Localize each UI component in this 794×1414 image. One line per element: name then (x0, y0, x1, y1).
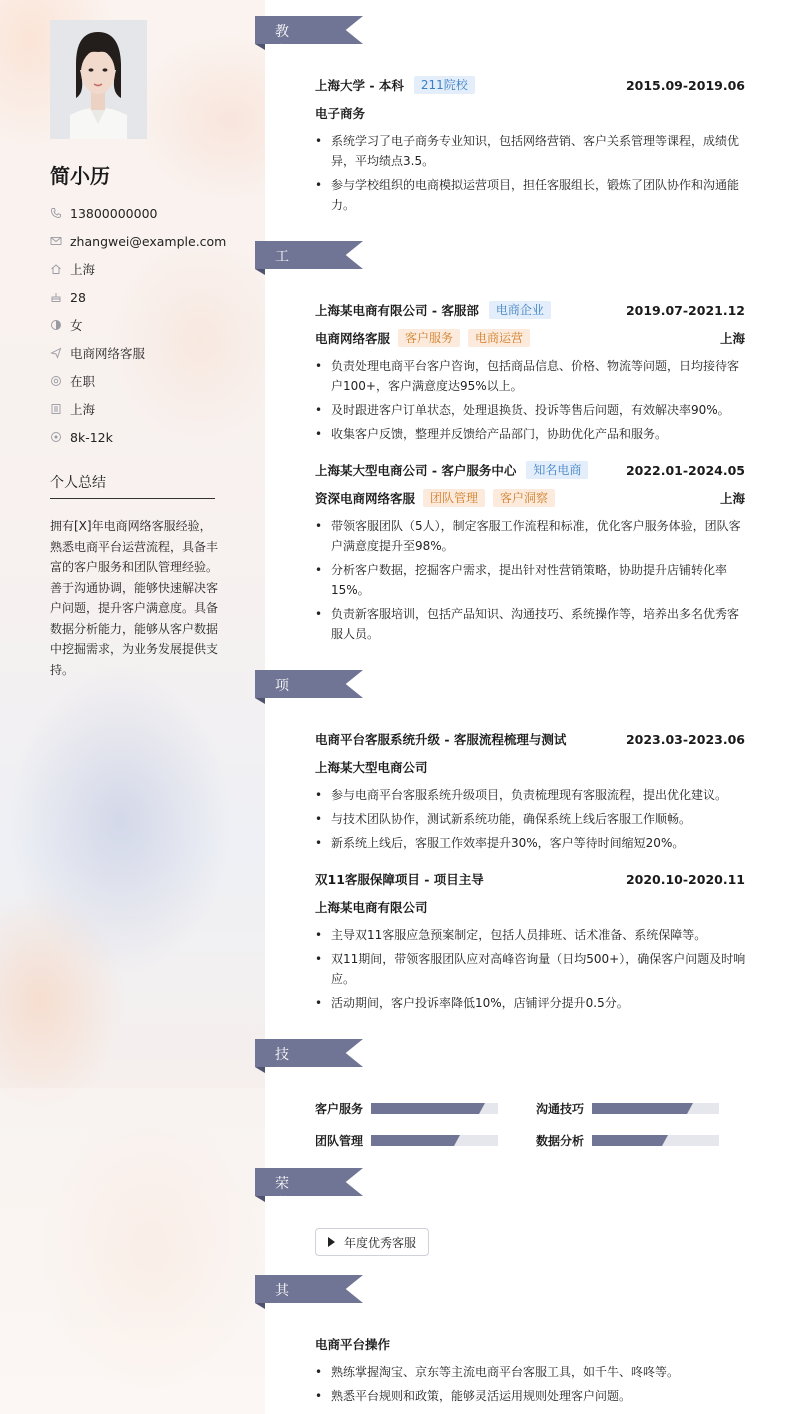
job-1-company: 上海某电商有限公司 - 客服部 (315, 303, 479, 318)
project-1-head (315, 729, 745, 749)
job-1-skill-1: 客户服务 (398, 329, 460, 347)
other-bullets (315, 1362, 747, 1410)
skill-name: 数据分析 (536, 1133, 585, 1148)
sidebar (0, 0, 265, 1414)
job-2-company: 上海某大型电商公司 - 客户服务中心 (315, 463, 517, 478)
sidebar-tint (0, 1088, 265, 1414)
job-2-role-row (315, 488, 745, 508)
list-item: • 双11期间，带领客服团队应对高峰咨询量（日均500+），确保客户问题及时响应。 (315, 949, 747, 989)
list-item: • 主导双11客服应急预案制定，包括人员排班、话术准备、系统保障等。 (315, 925, 747, 945)
job-2-skill-1: 团队管理 (423, 489, 485, 507)
skill-bar (371, 1103, 498, 1114)
other-heading-row (315, 1334, 745, 1354)
skill-fill (371, 1135, 454, 1146)
list-item: • 参与电商平台客服系统升级项目，负责梳理现有客服流程，提出优化建议。 (315, 785, 747, 805)
education-bullets (315, 131, 747, 219)
job-1-skill-2: 电商运营 (468, 329, 530, 347)
project-2-date: 2020.10-2020.11 (625, 871, 745, 887)
other-heading: 电商平台操作 (315, 1337, 391, 1352)
skill-fill (592, 1103, 687, 1114)
job-2-tag: 知名电商 (526, 461, 588, 479)
job-2-city: 上海 (719, 491, 745, 506)
project-1-bullets (315, 785, 747, 857)
education-school: 上海大学 - 本科 (315, 78, 404, 93)
play-icon (328, 1237, 335, 1247)
section-skills-title: 技能专长 (275, 1047, 289, 1123)
info-salary (50, 423, 250, 451)
job-2-head (315, 460, 745, 480)
skill-name: 客户服务 (315, 1101, 364, 1116)
list-item: • 负责新客服培训，包括产品知识、沟通技巧、系统操作等，培养出多名优秀客服人员。 (315, 604, 747, 644)
list-item: • 新系统上线后，客服工作效率提升30%，客户等待时间缩短20%。 (315, 833, 747, 853)
info-email-text: zhangwei@example.com (70, 233, 227, 249)
list-item: • 熟悉平台规则和政策，能够灵活运用规则处理客户问题。 (315, 1386, 747, 1406)
project-1-company-row (315, 757, 745, 777)
info-phone-text: 13800000000 (70, 205, 158, 221)
skill-item (315, 1133, 505, 1147)
info-salary-text: 8k-12k (70, 429, 113, 445)
status-icon (50, 375, 62, 387)
list-item: • 熟练掌握淘宝、京东等主流电商平台客服工具，如千牛、咚咚等。 (315, 1362, 747, 1382)
section-education-title: 教育经历 (275, 24, 289, 100)
info-city (50, 395, 250, 423)
section-other-title: 其他信息 (275, 1283, 289, 1359)
cake-icon (50, 291, 62, 303)
list-item: • 参与学校组织的电商模拟运营项目，担任客服组长，锻炼了团队协作和沟通能力。 (315, 175, 747, 215)
skill-name: 沟通技巧 (536, 1101, 585, 1116)
summary-divider (50, 498, 215, 499)
education-tag: 211院校 (414, 76, 475, 94)
skill-item (536, 1101, 726, 1115)
section-projects-title: 项目经历 (275, 678, 289, 754)
education-major-row (315, 103, 745, 123)
project-1-company: 上海某大型电商公司 (315, 760, 428, 775)
list-item: • 与技术团队协作，测试新系统功能，确保系统上线后客服工作顺畅。 (315, 809, 747, 829)
phone-icon (50, 207, 62, 219)
avatar (50, 20, 147, 139)
summary-text: 拥有[X]年电商网络客服经验，熟悉电商平台运营流程，具备丰富的客户服务和团队管理经验。善于沟通协调，能够快速解决客户问题，提升客户满意度。具备数据分析能力，能够从客户数据中挖掘需求，为业务发展提供支持。 (50, 519, 219, 677)
info-city-text: 上海 (70, 402, 96, 417)
section-work-title: 工作经历 (275, 249, 289, 325)
skill-bar (592, 1135, 719, 1146)
info-home (50, 255, 250, 283)
skill-item (536, 1133, 726, 1147)
info-email (50, 227, 250, 255)
skill-item (315, 1101, 505, 1115)
list-item: • 收集客户反馈，整理并反馈给产品部门，协助优化产品和服务。 (315, 424, 747, 444)
job-2-bullets (315, 516, 747, 648)
home-icon (50, 263, 62, 275)
info-gender-text: 女 (70, 318, 83, 333)
job-1-tag: 电商企业 (489, 301, 551, 319)
list-item: • 带领客服团队（5人），制定客服工作流程和标准，优化客户服务体验，团队客户满意度提升至98%。 (315, 516, 747, 556)
skill-fill (592, 1135, 662, 1146)
project-1-date: 2023.03-2023.06 (625, 731, 745, 747)
award-label: 年度优秀客服 (344, 1235, 417, 1250)
list-item: • 系统学习了电子商务专业知识，包括网络营销、客户关系管理等课程，成绩优异，平均绩点3.5。 (315, 131, 747, 171)
send-icon (50, 347, 62, 359)
education-major: 电子商务 (315, 106, 366, 121)
info-age (50, 283, 250, 311)
info-status (50, 367, 250, 395)
project-2-name: 双11客服保障项目 - 项目主导 (315, 872, 484, 887)
list-item: • 分析客户数据，挖掘客户需求，提出针对性营销策略，协助提升店铺转化率15%。 (315, 560, 747, 600)
list-item: • 活动期间，客户投诉率降低10%，店铺评分提升0.5分。 (315, 993, 747, 1013)
project-2-company-row (315, 897, 745, 917)
job-1-date: 2019.07-2021.12 (625, 302, 745, 318)
job-1-role: 电商网络客服 (315, 331, 391, 346)
education-entry-head (315, 75, 745, 95)
building-icon (50, 403, 62, 415)
project-2-company: 上海某电商有限公司 (315, 900, 428, 915)
info-phone (50, 199, 250, 227)
job-1-bullets (315, 356, 747, 448)
project-2-bullets (315, 925, 747, 1017)
info-status-text: 在职 (70, 374, 96, 389)
skill-fill (371, 1103, 479, 1114)
email-icon (50, 235, 62, 247)
salary-icon (50, 431, 62, 443)
skill-bar (371, 1135, 498, 1146)
award-badge (315, 1228, 429, 1256)
skill-name: 团队管理 (315, 1133, 364, 1148)
project-2-head (315, 869, 745, 889)
info-gender (50, 311, 250, 339)
info-position-text: 电商网络客服 (70, 346, 146, 361)
job-1-role-row (315, 328, 745, 348)
summary-title: 个人总结 (50, 475, 106, 491)
profile-name: 简小历 (50, 164, 110, 188)
info-age-text: 28 (70, 289, 86, 305)
skill-bar (592, 1103, 719, 1114)
job-1-head (315, 300, 745, 320)
section-honors-title: 荣誉奖项 (275, 1176, 289, 1252)
contact-info (50, 199, 250, 451)
info-position (50, 339, 250, 367)
project-1-name: 电商平台客服系统升级 - 客服流程梳理与测试 (315, 732, 567, 747)
list-item: • 负责处理电商平台客户咨询，包括商品信息、价格、物流等问题，日均接待客户100+，客户满意度达95%以上。 (315, 356, 747, 396)
gender-icon (50, 319, 62, 331)
education-date: 2015.09-2019.06 (625, 77, 745, 93)
list-item: • 及时跟进客户订单状态，处理退换货、投诉等售后问题，有效解决率90%。 (315, 400, 747, 420)
job-2-date: 2022.01-2024.05 (625, 462, 745, 478)
job-2-skill-2: 客户洞察 (493, 489, 555, 507)
job-2-role: 资深电商网络客服 (315, 491, 416, 506)
info-home-text: 上海 (70, 262, 96, 277)
job-1-city: 上海 (719, 331, 745, 346)
